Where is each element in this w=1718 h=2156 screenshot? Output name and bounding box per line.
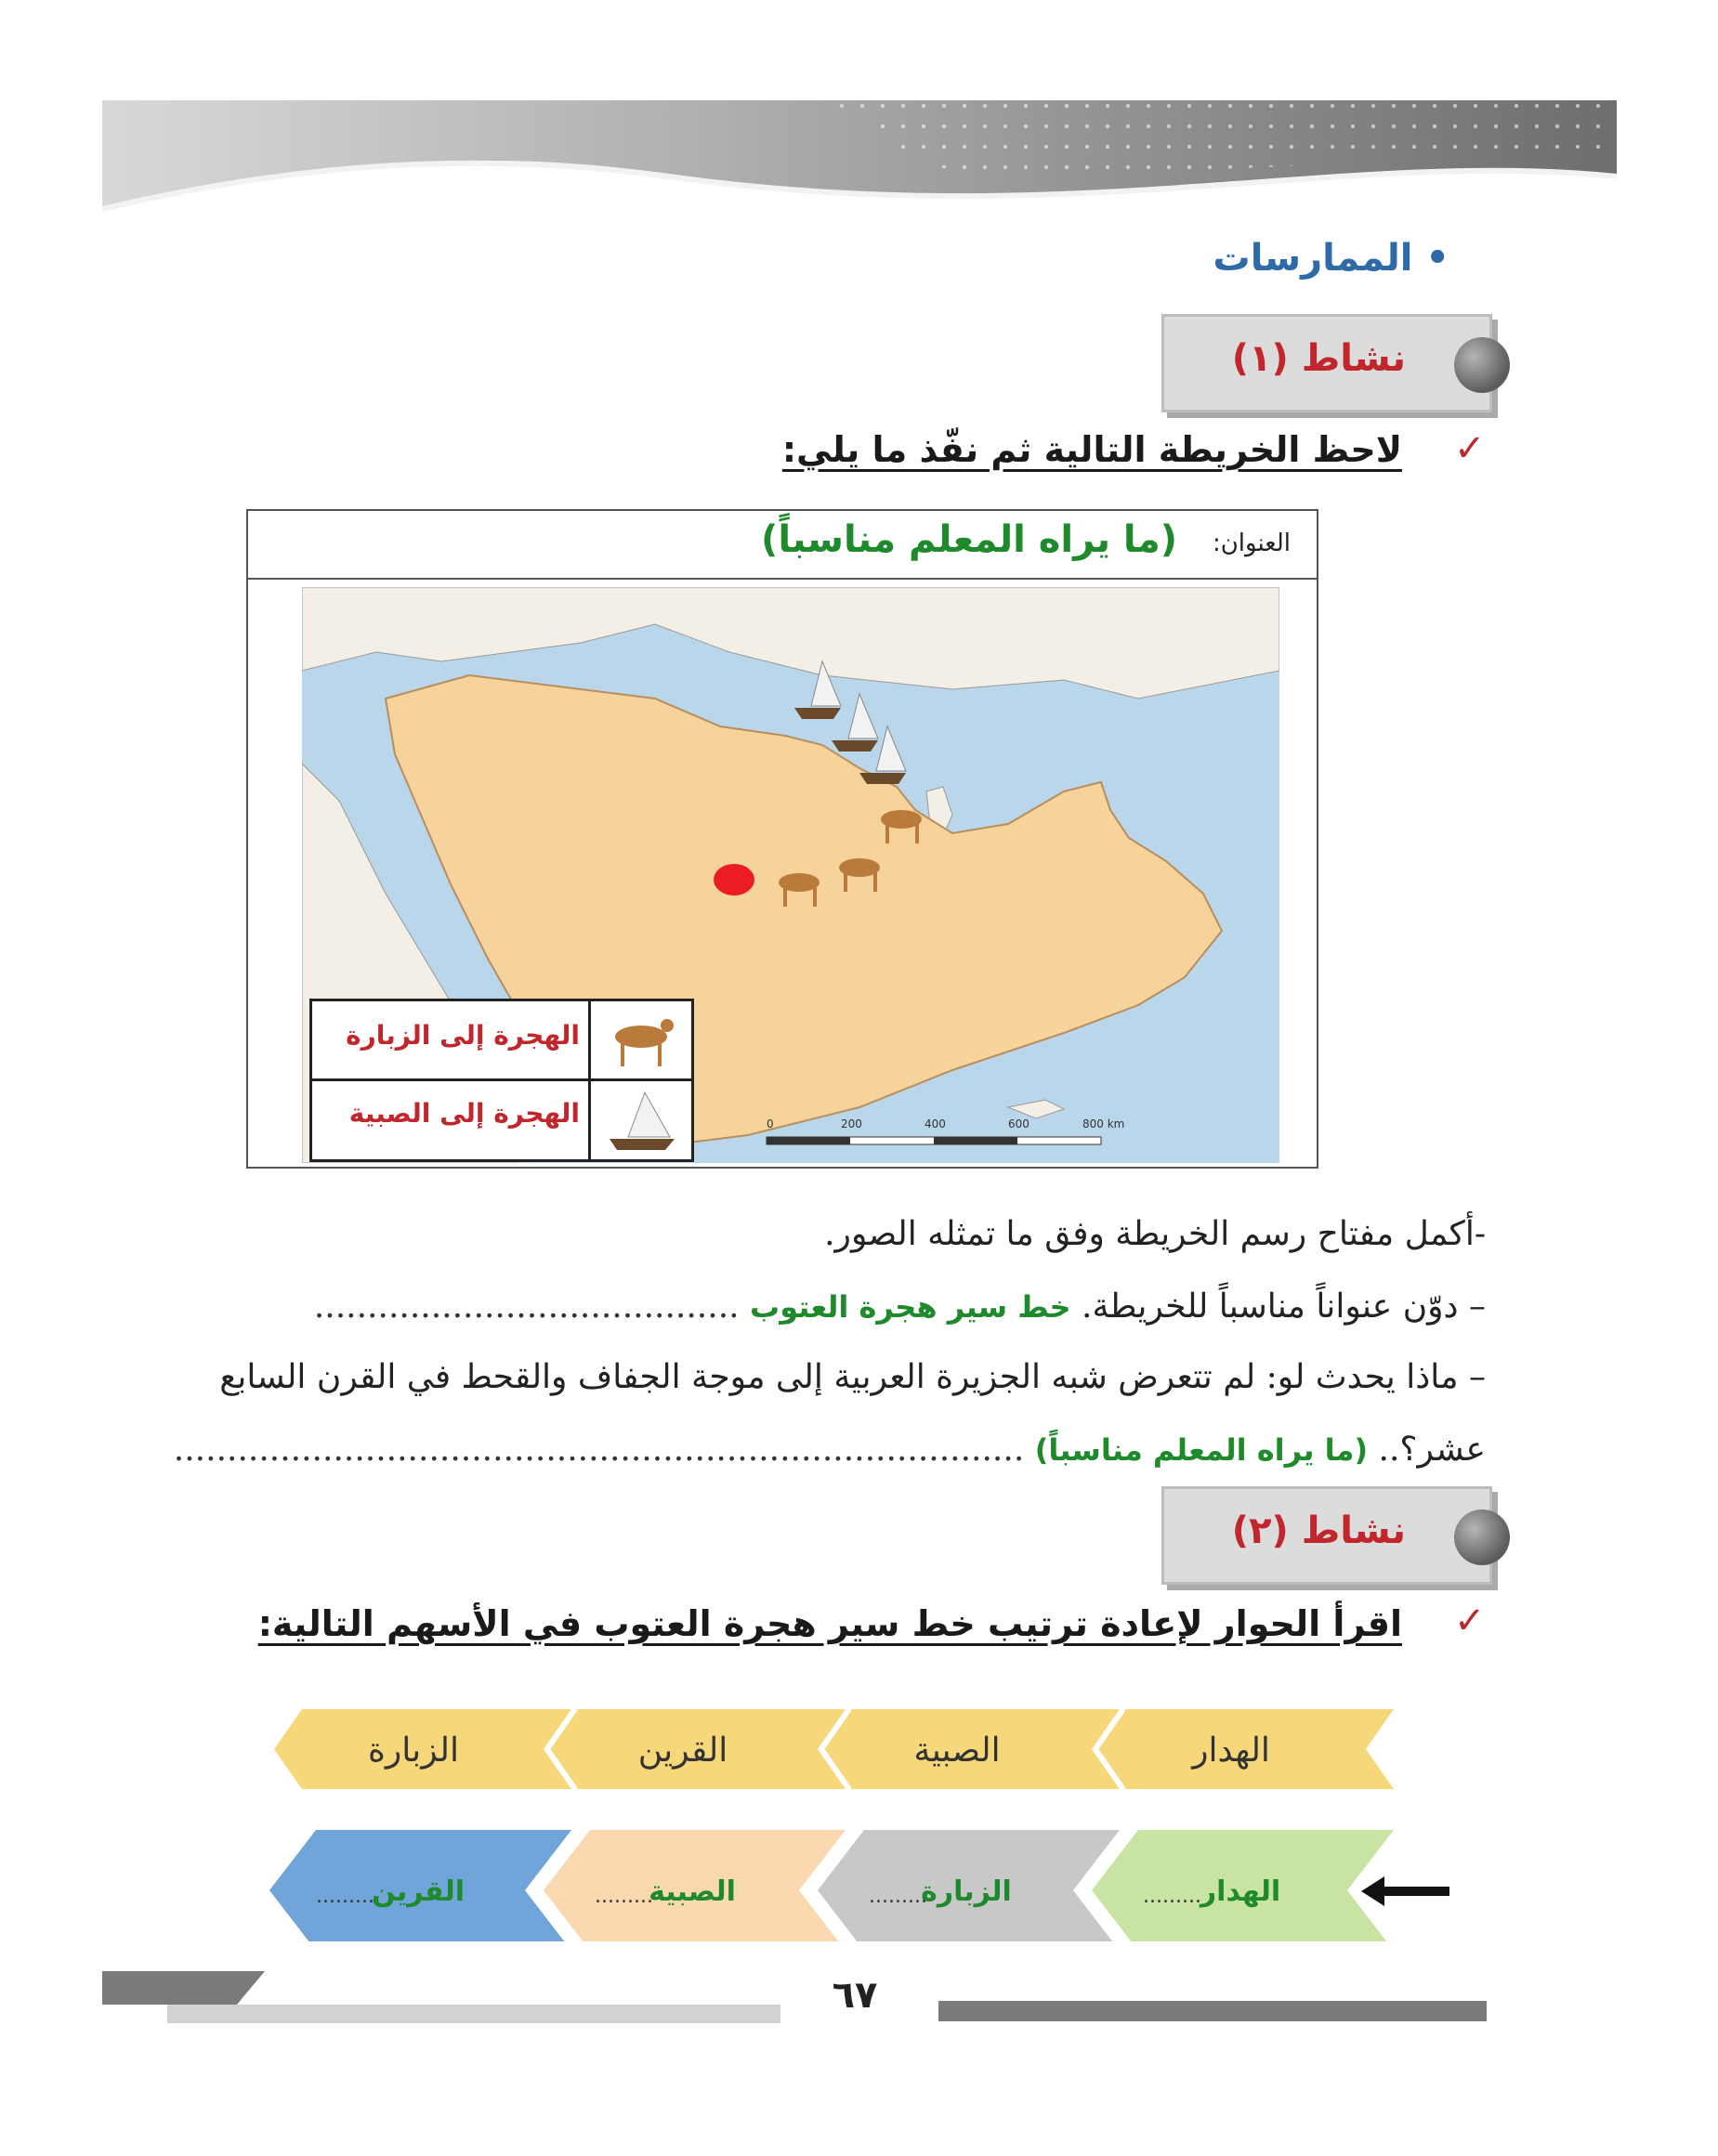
legend-icon-cell [588, 1001, 691, 1078]
scale-tick-400: 400 [925, 1117, 946, 1130]
map-figure [246, 509, 1318, 1169]
camel-icon [591, 1001, 691, 1078]
map-legend [309, 999, 694, 1162]
left-arrow-icon [1361, 1876, 1449, 1906]
legend-text-subiya: الهجرة إلى الصبية [348, 1098, 580, 1129]
top-arrow-label: الزبارة [367, 1731, 460, 1770]
map-title-value: (ما يراه المعلم مناسباً) [761, 518, 1177, 561]
header-banner [0, 0, 1718, 242]
question-1: -أكمل مفتاح رسم الخريطة وفق ما تمثله الصور. [824, 1215, 1486, 1253]
top-arrow-row [274, 1709, 1394, 1789]
question-3-line-1: – ماذا يحدث لو: لم تتعرض شبه الجزيرة العربية إلى موجة الجفاف والقحط في القرن السابع [219, 1358, 1486, 1396]
activity-2-heading [1161, 1486, 1492, 1585]
dhow-icon [591, 1081, 691, 1159]
bullet-circle-icon [1454, 1509, 1510, 1565]
answer-dots: ......... [869, 1885, 927, 1908]
scale-tick-200: 200 [841, 1117, 862, 1130]
answer-arrow-row [269, 1830, 1394, 1941]
top-arrow-label: الصبية [913, 1731, 1001, 1770]
top-arrow-label: القرين [637, 1731, 728, 1770]
answer-arrow-label: القرين [371, 1875, 466, 1908]
answer-dots: ......... [1143, 1885, 1201, 1908]
activity-1-label: نشاط (١) [1231, 337, 1406, 380]
answer-arrow-label: الصبية [649, 1875, 736, 1908]
question-3-prefix: عشر؟.. [1378, 1431, 1486, 1469]
question-3-dots: ................................................................................ [173, 1431, 1025, 1469]
legend-row [312, 1081, 691, 1159]
bullet-circle-icon [1454, 337, 1510, 393]
legend-text-zubarah: الهجرة إلى الزبارة [346, 1020, 580, 1051]
migration-arrows [260, 1700, 1468, 1941]
scale-tick-0: 0 [767, 1117, 774, 1130]
scale-tick-800: 800 km [1082, 1117, 1125, 1130]
legend-icon-cell [588, 1081, 691, 1159]
question-2-dots: ........................................ [313, 1287, 740, 1326]
answer-arrow-label: الزبارة [921, 1875, 1012, 1908]
answer-dots: ......... [595, 1885, 653, 1908]
legend-row [312, 1001, 691, 1081]
check-icon: ✓ [1454, 427, 1486, 470]
check-icon: ✓ [1454, 1600, 1486, 1642]
activity-1-instruction: لاحظ الخريطة التالية ثم نفّذ ما يلي: [781, 429, 1402, 470]
question-3-answer: (ما يراه المعلم مناسباً) [1034, 1432, 1369, 1468]
map-title-row [248, 511, 1317, 580]
activity-1-heading [1161, 314, 1492, 412]
answer-arrow-label: الهدار [1200, 1875, 1281, 1908]
question-2-text: – دوّن عنواناً مناسباً للخريطة. [1082, 1287, 1486, 1326]
map-title-label: العنوان: [1212, 529, 1291, 557]
question-2-answer: خط سير هجرة العتوب [750, 1289, 1071, 1325]
answer-dots: ......... [316, 1885, 374, 1908]
scale-tick-600: 600 [1008, 1117, 1029, 1130]
activity-2-instruction: اقرأ الحوار لإعادة ترتيب خط سير هجرة العتوب في الأسهم التالية: [257, 1603, 1402, 1644]
question-3-line-2 [174, 1431, 1486, 1469]
question-2 [314, 1287, 1486, 1326]
top-arrow-label: الهدار [1192, 1731, 1270, 1770]
page-number: ٦٧ [832, 1974, 878, 2017]
section-title: • الممارسات [1213, 237, 1449, 280]
activity-2-label: نشاط (٢) [1231, 1509, 1406, 1552]
